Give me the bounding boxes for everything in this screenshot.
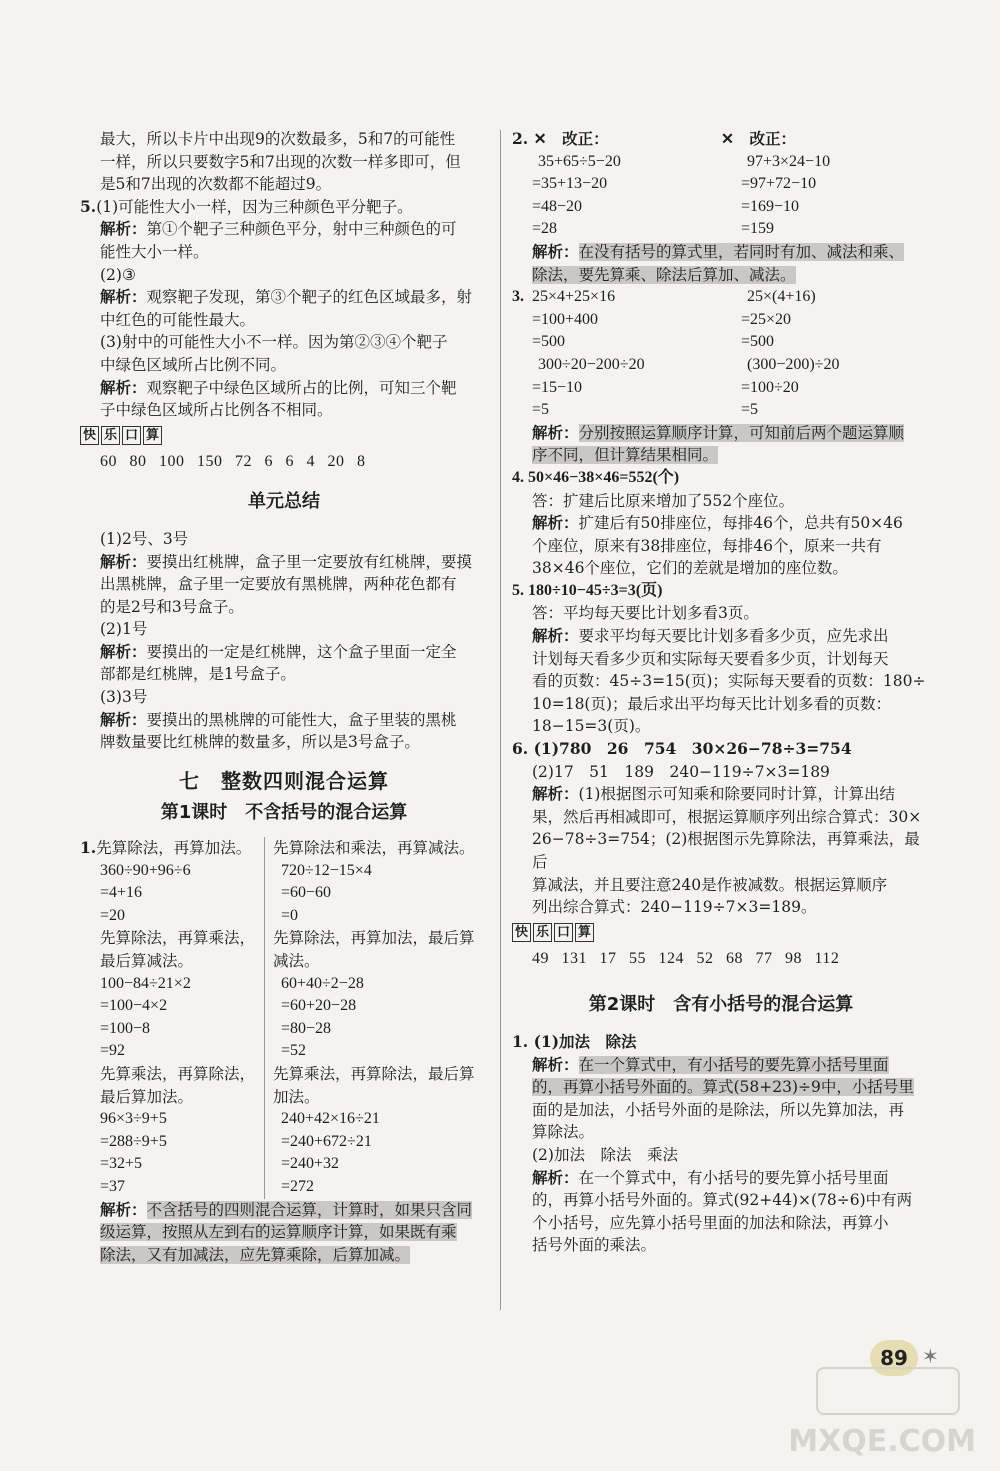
lesson-title: 第1课时 不含括号的混合运算 [160, 802, 408, 824]
calc-line: 97+3×24−10 [747, 152, 831, 170]
step-text: 先算除法和乘法，再算减法。 [273, 839, 475, 858]
calc-line: =28 [532, 220, 558, 238]
step-text: 先算除法，再算加法，最后算 [273, 929, 475, 948]
analysis-label: 解析： [532, 241, 579, 261]
calc-line: 100−84÷21×2 [100, 974, 191, 992]
step-text: 加法。 [273, 1087, 320, 1106]
calc-line: =60+20−28 [281, 997, 357, 1015]
calc-line: =500 [741, 333, 775, 351]
unit-summary-title: 单元总结 [248, 491, 320, 513]
analysis-text: 要摸出红桃牌，盒子里一定要放有红桃牌，要摸 [146, 552, 473, 571]
answer-text: (2)17 51 189 240−119÷7×3=189 [532, 762, 830, 781]
analysis-text: 要求平均每天要比计划多看多少页，应先求出 [578, 627, 889, 646]
analysis-text: 部都是红桃牌，是1号盒子。 [100, 665, 296, 684]
calc-line: =0 [281, 906, 299, 924]
step-text: 最后算加法。 [100, 1087, 194, 1106]
analysis-text: 分别按照运算顺序计算，可知前后两个题运算顺 [578, 423, 905, 442]
analysis-text: (1)根据图示可知乘和除要同时计算，计算出结 [578, 785, 895, 804]
calc-line: 720÷12−15×4 [281, 861, 372, 879]
step-text: 减法。 [273, 952, 320, 970]
analysis-label: 解析： [100, 641, 147, 661]
calc-line: =288÷9+5 [100, 1132, 167, 1150]
calc-line: =500 [532, 333, 566, 351]
analysis-text: 级运算，按照从左到右的运算顺序计算，如果既有乘 [100, 1223, 457, 1242]
answer-text: (1)可能性大小一样，因为三种颜色平分靶子。 [96, 197, 413, 216]
calc-line: =100+400 [532, 310, 599, 328]
watermark-logo-icon [816, 1367, 960, 1415]
kl-char: 口 [122, 426, 141, 445]
analysis-label: 解析： [100, 377, 147, 397]
answer-text: (1)2号、3号 [100, 529, 189, 548]
q1-two-columns [80, 837, 488, 1199]
calc-line: =32+5 [100, 1155, 143, 1173]
analysis-label: 解析： [100, 1199, 147, 1219]
kl-char: 快 [512, 923, 531, 942]
calc-line: 360÷90+96÷6 [100, 861, 191, 879]
step-text: 先算乘法，再算除法，最后算 [273, 1064, 475, 1083]
analysis-text: 在没有括号的算式里，若同时有加、减法和乘、 [578, 242, 905, 261]
q1-left-part [80, 837, 264, 1199]
answer-text: 6. (1)780 26 754 30×26−78÷3=754 [512, 739, 852, 759]
analysis-text: 列出综合算式：240−119÷7×3=189。 [532, 898, 817, 917]
intro-line: 最大，所以卡片中出现9的次数最多，5和7的可能性 [100, 130, 456, 148]
calc-line: 60+40÷2−28 [281, 974, 364, 992]
analysis-text: 能性大小一样。 [100, 242, 209, 261]
analysis-text: 在一个算式中，有小括号的要先算小括号里面 [578, 1168, 889, 1187]
analysis-text: 要摸出的一定是红桃牌，这个盒子里面一定全 [146, 642, 457, 661]
calc-line: 240+42×16÷21 [281, 1110, 380, 1128]
answer-text: (3)3号 [100, 688, 148, 707]
correction-label: ✕ 改正： [721, 129, 796, 148]
calc-line: =100−8 [100, 1019, 151, 1037]
calc-line: 96×3÷9+5 [100, 1110, 167, 1128]
analysis-text: 个小括号，应先算小括号里面的加法和除法，再算小 [532, 1213, 889, 1232]
analysis-text: 观察靶子发现，第③个靶子的红色区域最多，射 [146, 288, 473, 307]
question-number: 5. [80, 196, 97, 216]
answer-text: 4. 50×46−38×46=552(个) [512, 468, 680, 486]
calc-line: =169−10 [741, 197, 800, 215]
analysis-label: 解析： [532, 422, 579, 442]
calc-line: =100−4×2 [100, 997, 168, 1015]
star-icon: ✶ [922, 1344, 939, 1368]
calc-line: 35+65÷5−20 [538, 152, 621, 170]
mental-math-label [512, 923, 930, 942]
analysis-label: 解析： [532, 784, 579, 804]
kl-char: 乐 [101, 426, 120, 445]
kl-char: 算 [143, 426, 162, 445]
analysis-text: 的是2号和3号盒子。 [100, 597, 244, 616]
calc-line: =52 [281, 1042, 307, 1060]
analysis-text: 中红色的可能性最大。 [100, 310, 256, 329]
step-text: 先算乘法，再算除法， [100, 1064, 256, 1083]
analysis-text: 第①个靶子三种颜色平分，射中三种颜色的可 [146, 220, 457, 239]
answer-text: 答：扩建后比原来增加了552个座位。 [532, 491, 795, 510]
analysis-text: 10=18(页)；最后求出平均每天比计划多看的页数： [532, 694, 892, 713]
analysis-text: 牌数量要比红桃牌的数量多，所以是3号盒子。 [100, 733, 420, 752]
q3-calcs [512, 286, 930, 422]
calc-line: =5 [741, 401, 759, 419]
analysis-label: 解析： [100, 551, 147, 571]
analysis-text: 观察靶子中绿色区域所占的比例，可知三个靶 [146, 378, 457, 397]
lesson-title: 第2课时 含有小括号的混合运算 [588, 994, 854, 1016]
calc-line: =92 [100, 1042, 126, 1060]
analysis-text: 看的页数：45÷3=15(页)；实际每天要看的页数：180÷ [532, 672, 926, 691]
step-text: 先算除法，再算加法。 [96, 839, 252, 858]
analysis-label: 解析： [532, 626, 579, 646]
analysis-text: 要摸出的黑桃牌的可能性大，盒子里装的黑桃 [146, 710, 457, 729]
analysis-text: 计划每天看多少页和实际每天要看多少页，计划每天 [532, 649, 889, 668]
calc-line: =80−28 [281, 1019, 332, 1037]
analysis-text: 18−15=3(页)。 [532, 717, 651, 736]
calc-line: (300−200)÷20 [747, 355, 840, 373]
answer-text: (3)射中的可能性大小不一样。因为第②③④个靶子 [100, 333, 448, 352]
analysis-label: 解析： [100, 709, 147, 729]
chapter-title: 七 整数四则混合运算 [179, 768, 389, 793]
answer-text: (2)加法 除法 乘法 [532, 1145, 678, 1164]
analysis-text: 个座位，原来有38排座位，每排46个，原来一共有 [532, 536, 882, 555]
analysis-text: 子中绿色区域所占比例各不相同。 [100, 401, 333, 420]
analysis-text: 果，然后再相减即可，根据运算顺序列出综合算式：30× [532, 807, 922, 826]
analysis-text: 出黑桃牌，盒子里一定要放有黑桃牌，两种花色都有 [100, 575, 457, 594]
analysis-label: 解析： [532, 513, 579, 533]
step-text: 先算除法，再算乘法， [100, 929, 256, 948]
watermark-text: MXQE.COM [788, 1424, 976, 1459]
question-number: 1. [80, 838, 97, 858]
calc-line: =60−60 [281, 884, 332, 902]
analysis-text: 括号外面的乘法。 [532, 1236, 657, 1255]
calc-line: =15−10 [532, 378, 583, 396]
calc-line: =20 [100, 906, 126, 924]
left-column [80, 128, 488, 1266]
calc-line: =240+32 [281, 1155, 340, 1173]
answer-text: 答：平均每天要比计划多看3页。 [532, 604, 759, 623]
mental-math-answers: 60 80 100 150 72 6 6 4 20 8 [100, 452, 366, 470]
analysis-label: 解析： [100, 287, 147, 307]
analysis-text: 除法，又有加减法，应先算乘除，后算加减。 [100, 1245, 411, 1264]
analysis-text: 在一个算式中，有小括号的要先算小括号里面 [578, 1055, 889, 1074]
calc-line: =5 [532, 401, 550, 419]
mental-math-answers: 49 131 17 55 124 52 68 77 98 112 [532, 949, 840, 967]
intro-line: 一样，所以只要数字5和7出现的次数一样多即可，但 [100, 152, 461, 171]
analysis-text: 序不同，但计算结果相同。 [532, 446, 719, 465]
calc-line: 25×(4+16) [747, 288, 816, 306]
analysis-label: 解析： [532, 1054, 579, 1074]
analysis-text: 扩建后有50排座位，每排46个，总共有50×46 [578, 514, 903, 533]
calc-line: =37 [100, 1177, 126, 1195]
answer-text: 中绿色区域所占比例不同。 [100, 355, 287, 374]
calc-line: =97+72−10 [741, 175, 817, 193]
column-divider [500, 130, 501, 1310]
calc-line: 300÷20−200÷20 [538, 355, 645, 373]
analysis-text: 面的是加法，小括号外面的是除法，所以先算加法，再 [532, 1100, 905, 1119]
q2-header [512, 128, 930, 151]
kl-char: 算 [575, 923, 594, 942]
calc-line: =272 [281, 1177, 315, 1195]
analysis-label: 解析： [532, 1167, 579, 1187]
answer-text: 5. 180÷10−45÷3=3(页) [512, 581, 663, 599]
analysis-text: 除法，要先算乘、除法后算加、减法。 [532, 265, 796, 284]
calc-line: =48−20 [532, 197, 583, 215]
analysis-text: 算除法。 [532, 1123, 595, 1142]
mental-math-label [80, 426, 488, 445]
analysis-label: 解析： [100, 219, 147, 239]
analysis-text: 的，再算小括号外面的。算式(58+23)÷9中，小括号里 [532, 1078, 914, 1097]
kl-char: 快 [80, 426, 99, 445]
page-number: 89 [870, 1340, 918, 1376]
calc-line: =240+672÷21 [281, 1132, 372, 1150]
q1-right-part [264, 837, 488, 1199]
analysis-text: 26−78÷3=754；(2)根据图示先算除法，再算乘法，最后 [532, 830, 920, 871]
analysis-text: 不含括号的四则混合运算，计算时，如果只含同 [146, 1200, 473, 1219]
answer-text: (2)③ [100, 265, 136, 284]
calc-line: =100÷20 [741, 378, 799, 396]
kl-char: 口 [554, 923, 573, 942]
answer-text: 1. (1)加法 除法 [512, 1031, 637, 1051]
analysis-text: 38×46个座位，它们的差就是增加的座位数。 [532, 559, 848, 578]
question-number: 3. [512, 288, 524, 306]
analysis-text: 算减法，并且要注意240是作被减数。根据运算顺序 [532, 875, 888, 894]
step-text: 最后算减法。 [100, 952, 194, 970]
intro-line: 是5和7出现的次数都不能超过9。 [100, 175, 332, 194]
kl-char: 乐 [533, 923, 552, 942]
question-number: 2. ✕ 改正： [512, 129, 609, 148]
calc-line: =159 [741, 220, 775, 238]
calc-line: 25×4+25×16 [532, 288, 616, 306]
right-column [512, 128, 930, 1257]
calc-line: =35+13−20 [532, 175, 608, 193]
q2-calcs [512, 151, 930, 241]
answer-text: (2)1号 [100, 620, 148, 639]
analysis-text: 的，再算小括号外面的。算式(92+44)×(78÷6)中有两 [532, 1191, 913, 1210]
calc-line: =4+16 [100, 884, 143, 902]
calc-line: =25×20 [741, 310, 792, 328]
